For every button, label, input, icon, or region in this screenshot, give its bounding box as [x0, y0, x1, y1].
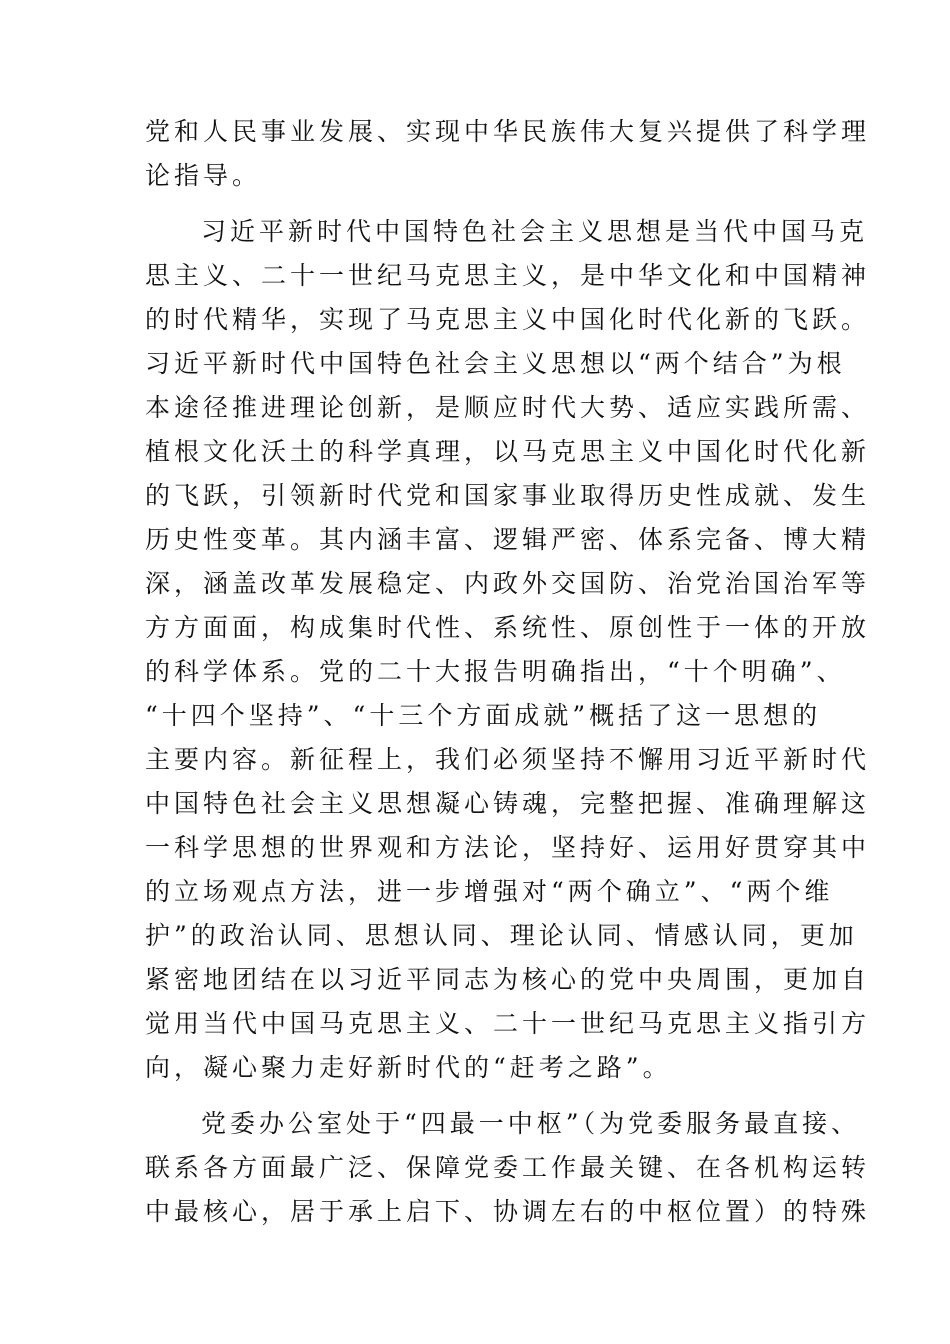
text-line: 的科学体系。党的二十大报告明确指出，“十个明确”、 — [145, 657, 846, 686]
text-line: 向，凝心聚力走好新时代的“赶考之路”。 — [145, 1053, 672, 1082]
text-line: 方方面面，构成集时代性、系统性、原创性于一体的开放 — [145, 613, 871, 642]
text-line: 联系各方面最广泛、保障党委工作最关键、在各机构运转 — [145, 1153, 871, 1182]
text-line: 的飞跃，引领新时代党和国家事业取得历史性成就、发生 — [145, 481, 871, 510]
text-line: 紧密地团结在以习近平同志为核心的党中央周围，更加自 — [145, 965, 871, 994]
text-line: 中国特色社会主义思想凝心铸魂，完整把握、准确理解这 — [145, 789, 871, 818]
paragraph-1 — [145, 110, 871, 198]
text-line: 护”的政治认同、思想认同、理论认同、情感认同，更加 — [145, 921, 858, 950]
text-line: 习近平新时代中国特色社会主义思想以“两个结合”为根 — [145, 349, 846, 378]
text-line: 的时代精华，实现了马克思主义中国化时代化新的飞跃。 — [145, 305, 871, 334]
text-line: 历史性变革。其内涵丰富、逻辑严密、体系完备、博大精 — [145, 525, 871, 554]
text-line: 思主义、二十一世纪马克思主义，是中华文化和中国精神 — [145, 261, 871, 290]
text-line: 一科学思想的世界观和方法论，坚持好、运用好贯穿其中 — [145, 833, 871, 862]
text-line: 本途径推进理论创新，是顺应时代大势、适应实践所需、 — [145, 393, 871, 422]
text-line: 党和人民事业发展、实现中华民族伟大复兴提供了科学理 — [145, 117, 871, 146]
paragraph-2 — [145, 210, 871, 1090]
text-line: 植根文化沃土的科学真理，以马克思主义中国化时代化新 — [145, 437, 871, 466]
text-line: 论指导。 — [145, 161, 262, 190]
paragraph-3 — [145, 1102, 871, 1234]
text-line: 的立场观点方法，进一步增强对“两个确立”、“两个维 — [145, 877, 834, 906]
text-line: 主要内容。新征程上，我们必须坚持不懈用习近平新时代 — [145, 745, 871, 774]
text-line: 深，涵盖改革发展稳定、内政外交国防、治党治国治军等 — [145, 569, 871, 598]
text-line: 习近平新时代中国特色社会主义思想是当代中国马克 — [201, 217, 869, 246]
text-line: 觉用当代中国马克思主义、二十一世纪马克思主义指引方 — [145, 1009, 871, 1038]
body-text — [145, 110, 871, 1246]
text-line: 中最核心，居于承上启下、协调左右的中枢位置）的特殊 — [145, 1197, 871, 1226]
text-line: “十四个坚持”、“十三个方面成就”概括了这一思想的 — [145, 701, 822, 730]
text-line: 党委办公室处于“四最一中枢”（为党委服务最直接、 — [201, 1109, 861, 1138]
